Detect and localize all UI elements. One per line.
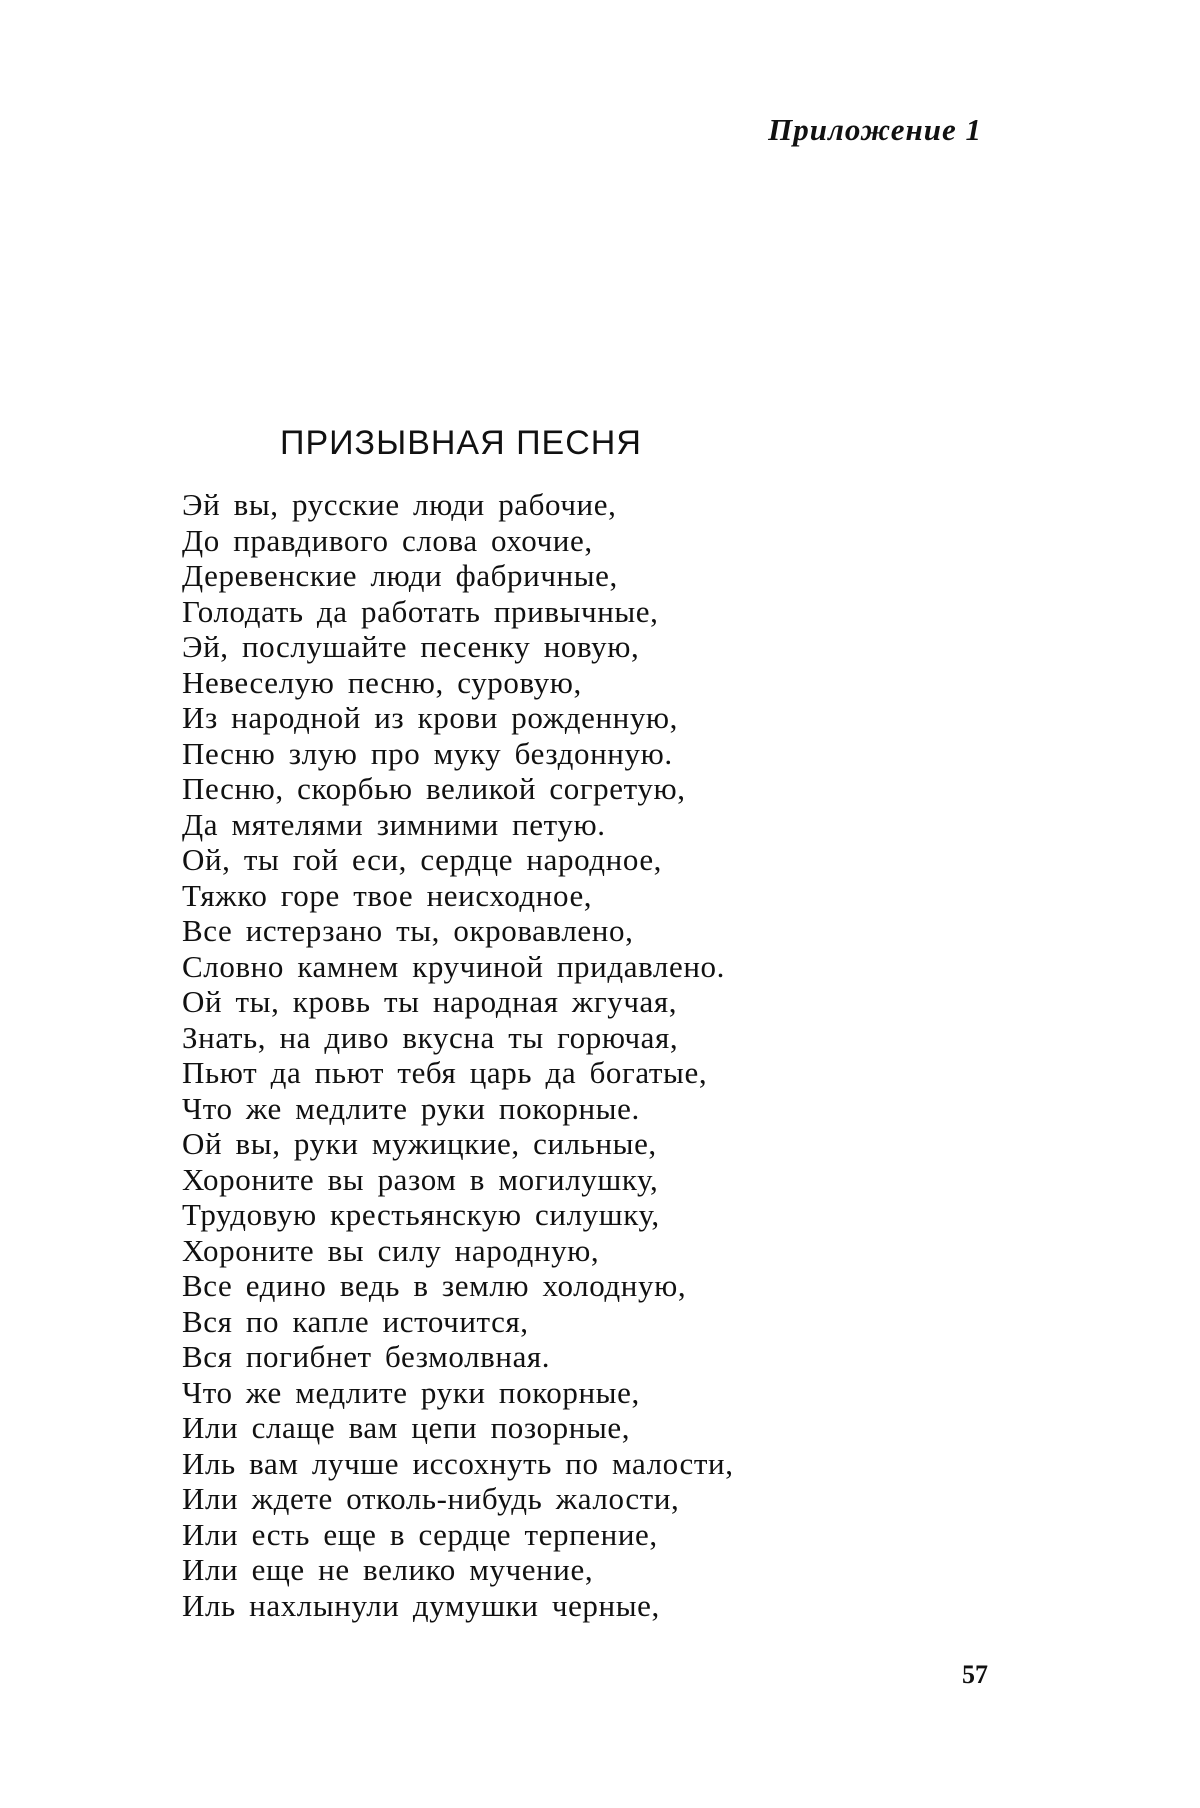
poem-line: До правдивого слова охочие, bbox=[182, 522, 593, 558]
running-head: Приложение 1 bbox=[768, 112, 982, 147]
poem-line: Все истерзано ты, окровавлено, bbox=[182, 913, 634, 948]
poem-line: Знать, на диво вкусна ты горючая, bbox=[182, 1019, 679, 1055]
poem-line: Ой ты, кровь ты народная жгучая, bbox=[182, 984, 678, 1019]
poem-line: Что же медлите руки покорные, bbox=[182, 1374, 640, 1410]
poem-line: Эй вы, русские люди рабочие, bbox=[182, 487, 617, 522]
poem-line: Эй, послушайте песенку новую, bbox=[182, 629, 640, 664]
poem-line: Хороните вы разом в могилушку, bbox=[182, 1161, 659, 1197]
poem-line: Вся по капле источится, bbox=[182, 1303, 529, 1339]
poem-line: Иль нахлынули думушки черные, bbox=[182, 1587, 660, 1623]
poem-line: Да мятелями зимними петую. bbox=[182, 806, 606, 842]
poem-line: Невеселую песню, суровую, bbox=[182, 664, 582, 700]
poem-line: Голодать да работать привычные, bbox=[182, 593, 659, 629]
poem-line: Вся погибнет безмолвная. bbox=[182, 1339, 551, 1374]
poem-line: Из народной из крови рожденную, bbox=[182, 700, 679, 735]
poem-line: Или есть еще в сердце терпение, bbox=[182, 1516, 658, 1552]
poem-line: Трудовую крестьянскую силушку, bbox=[182, 1197, 660, 1232]
poem-line: Деревенские люди фабричные, bbox=[182, 558, 618, 593]
poem-line: Ой, ты гой еси, сердце народное, bbox=[182, 842, 663, 877]
poem-line: Ой вы, руки мужицкие, сильные, bbox=[182, 1126, 657, 1161]
poem-line: Что же медлите руки покорные. bbox=[182, 1090, 640, 1126]
poem-title: ПРИЗЫВНАЯ ПЕСНЯ bbox=[280, 424, 642, 462]
poem-line: Или ждете отколь-нибудь жалости, bbox=[182, 1481, 680, 1516]
poem-line: Песню, скорбью великой согретую, bbox=[182, 771, 686, 806]
poem-line: Или слаще вам цепи позорные, bbox=[182, 1410, 631, 1445]
poem-line: Или еще не велико мучение, bbox=[182, 1552, 594, 1587]
poem-line: Песню злую про муку бездонную. bbox=[182, 735, 673, 771]
poem-line: Пьют да пьют тебя царь да богатые, bbox=[182, 1055, 708, 1090]
poem-line: Тяжко горе твое неисходное, bbox=[182, 877, 593, 913]
poem-line: Иль вам лучше иссохнуть по малости, bbox=[182, 1445, 734, 1481]
poem-text bbox=[182, 487, 734, 1623]
poem-line: Хороните вы силу народную, bbox=[182, 1232, 600, 1268]
poem-line: Все едино ведь в землю холодную, bbox=[182, 1268, 687, 1303]
page-number: 57 bbox=[962, 1660, 988, 1689]
poem-line: Словно камнем кручиной придавлено. bbox=[182, 948, 725, 984]
